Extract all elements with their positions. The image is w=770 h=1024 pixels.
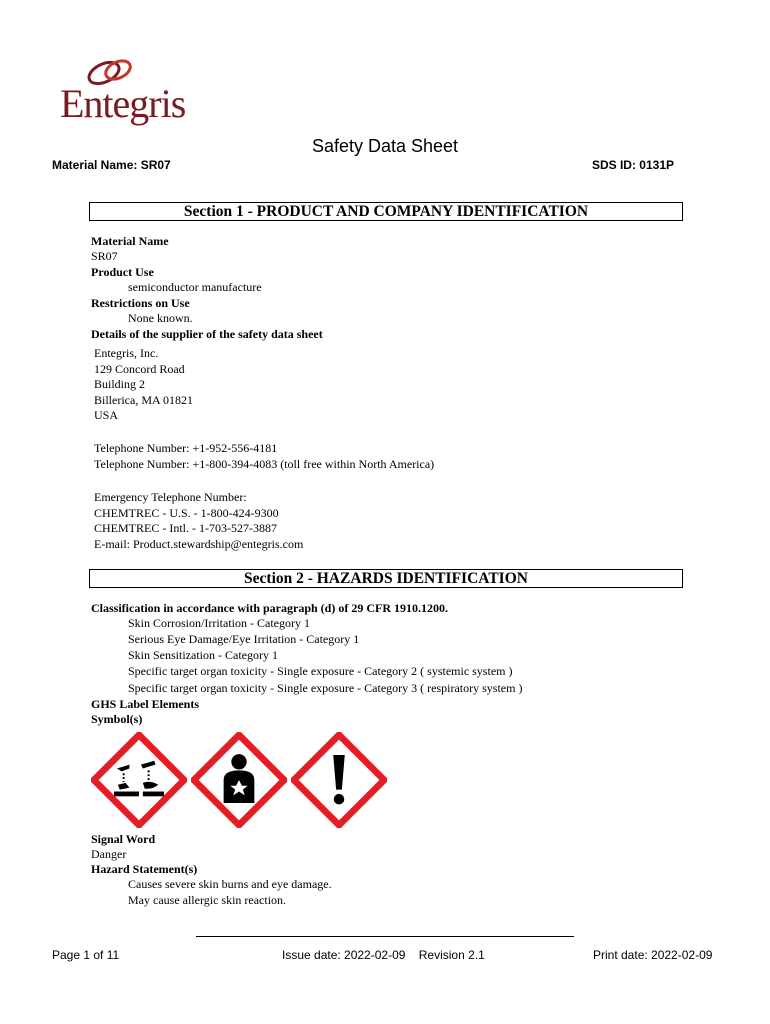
section-2-heading: Section 2 - HAZARDS IDENTIFICATION xyxy=(89,569,683,588)
document-title: Safety Data Sheet xyxy=(311,136,459,156)
supplier-line: Billerica, MA 01821 xyxy=(94,393,193,407)
footer-print-date: Print date: 2022-02-09 xyxy=(593,948,713,962)
product-use-label: Product Use xyxy=(91,265,154,279)
emergency-email[interactable]: E-mail: Product.stewardship@entegris.com xyxy=(94,537,304,551)
logo-wordmark: Entegris xyxy=(60,81,186,126)
product-use-value: semiconductor manufacture xyxy=(128,280,262,294)
material-name-label: Material Name xyxy=(91,234,169,248)
hazard-statement: May cause allergic skin reaction. xyxy=(128,893,287,907)
corrosion-pictogram-icon xyxy=(91,732,187,828)
emergency-line: CHEMTREC - U.S. - 1-800-424-9300 xyxy=(94,506,279,520)
supplier-line: Entegris, Inc. xyxy=(94,346,159,360)
footer-page-number: Page 1 of 11 xyxy=(52,948,120,962)
telephone-line: Telephone Number: +1-800-394-4083 (toll free within North America) xyxy=(94,457,435,471)
material-name-value: SR07 xyxy=(91,249,118,263)
emergency-line: Emergency Telephone Number: xyxy=(94,490,247,504)
hazard-statement: Causes severe skin burns and eye damage. xyxy=(128,877,332,891)
entegris-logo xyxy=(60,52,190,127)
ghs-pictograms xyxy=(91,732,386,828)
restrictions-label: Restrictions on Use xyxy=(91,296,190,310)
section-1-heading: Section 1 - PRODUCT AND COMPANY IDENTIFICATION xyxy=(89,202,683,221)
exclamation-mark-pictogram-icon xyxy=(291,732,387,828)
health-hazard-pictogram-icon xyxy=(191,732,287,828)
supplier-line: 129 Concord Road xyxy=(94,362,185,376)
ghs-label: GHS Label Elements xyxy=(91,697,200,711)
emergency-line: CHEMTREC - Intl. - 1-703-527-3887 xyxy=(94,521,277,535)
classification-item: Skin Corrosion/Irritation - Category 1 xyxy=(128,616,310,630)
supplier-label: Details of the supplier of the safety data sheet xyxy=(91,327,323,341)
signal-word-value: Danger xyxy=(91,847,127,861)
supplier-line: Building 2 xyxy=(94,377,146,391)
footer-divider xyxy=(196,936,574,937)
supplier-line: USA xyxy=(94,408,119,422)
header-sds-id: SDS ID: 0131P xyxy=(591,158,674,172)
symbols-label: Symbol(s) xyxy=(91,712,143,726)
classification-item: Skin Sensitization - Category 1 xyxy=(128,648,278,662)
classification-label: Classification in accordance with paragraph (d) of 29 CFR 1910.1200. xyxy=(91,601,448,615)
classification-item: Specific target organ toxicity - Single exposure - Category 3 ( respiratory system ) xyxy=(128,681,523,695)
restrictions-value: None known. xyxy=(128,311,193,325)
classification-item: Serious Eye Damage/Eye Irritation - Category 1 xyxy=(128,632,360,646)
footer-issue-date: Issue date: 2022-02-09 Revision 2.1 xyxy=(282,948,485,962)
telephone-line: Telephone Number: +1-952-556-4181 xyxy=(94,441,278,455)
signal-word-label: Signal Word xyxy=(91,832,156,846)
classification-item: Specific target organ toxicity - Single exposure - Category 2 ( systemic system ) xyxy=(128,664,513,678)
hazard-statements-label: Hazard Statement(s) xyxy=(91,862,198,876)
header-material-name: Material Name: SR07 xyxy=(52,158,171,172)
